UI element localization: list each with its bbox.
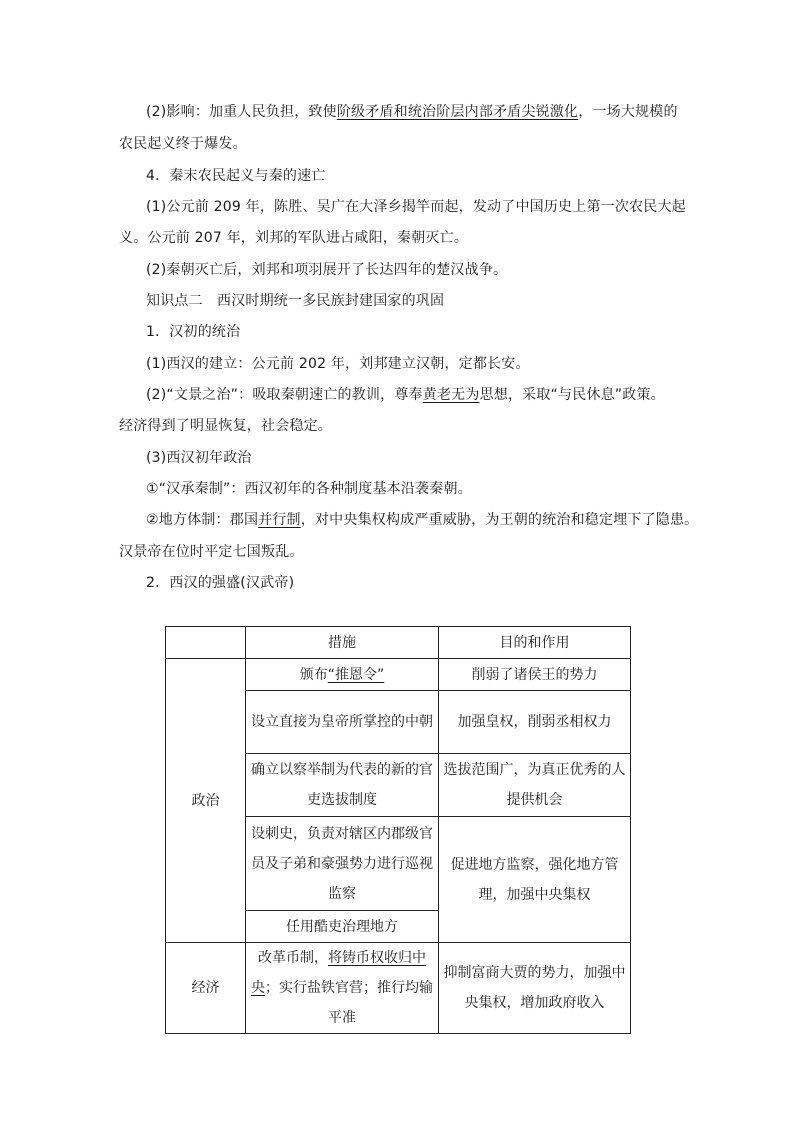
- measure-cell: 设刺史，负责对辖区内郡级官员及子弟和豪强势力进行巡视监察: [246, 817, 439, 911]
- text: ，对中央集权构成严重威胁，为王朝的统治和稳定埋下了隐患。: [300, 512, 699, 528]
- effect-cell: 加强皇权，削弱丞相权力: [439, 691, 631, 754]
- paragraph-local-system-line1: [146, 511, 698, 529]
- text: ，一场大规模的: [578, 104, 678, 120]
- section-heading-2: 2．西汉的强盛(汉武帝): [146, 575, 295, 591]
- underlined-text: “推恩令”: [327, 666, 385, 683]
- paragraph-western-han-founding: (1)西汉的建立：公元前 202 年，刘邦建立汉朝，定都长安。: [146, 356, 530, 372]
- header-cell-empty: [166, 627, 246, 659]
- paragraph-han-inherits-qin: ①“汉承秦制”：西汉初年的各种制度基本沿袭秦朝。: [146, 481, 472, 497]
- paragraph-wenjing-line2: 经济得到了明显恢复，社会稳定。: [119, 418, 332, 434]
- underlined-text: 阶级矛盾和统治阶层内部矛盾尖锐激化: [336, 104, 579, 120]
- paragraph-local-system-line2: 汉景帝在位时平定七国叛乱。: [119, 544, 304, 560]
- paragraph-chu-han-war: (2)秦朝灭亡后，刘邦和项羽展开了长达四年的楚汉战争。: [146, 262, 508, 278]
- underlined-text: 黄老无为: [422, 387, 480, 403]
- text: 颁布: [299, 666, 328, 683]
- text: 改革币制，: [258, 950, 328, 966]
- section-heading-1: 1．汉初的统治: [146, 324, 241, 340]
- text: 思想，采取“与民休息”政策。: [479, 387, 665, 403]
- table-row: [166, 659, 631, 691]
- effect-cell: 选拔范围广，为真正优秀的人提供机会: [439, 754, 631, 817]
- measure-cell: 任用酷吏治理地方: [246, 911, 439, 943]
- text: ②地方体制：郡国: [146, 512, 259, 528]
- underlined-text: 将铸币权收归中央: [251, 950, 426, 996]
- category-cell-economy: 经济: [166, 943, 246, 1034]
- table-header-row: [166, 627, 631, 659]
- effect-cell: 削弱了诸侯王的势力: [439, 659, 631, 691]
- effect-cell: 抑制富商大贾的势力，加强中央集权，增加政府收入: [439, 943, 631, 1034]
- paragraph-early-han-politics: (3)西汉初年政治: [146, 450, 252, 466]
- effect-cell: 促进地方监察，强化地方管理，加强中央集权: [439, 817, 631, 943]
- text: (2)影响：加重人民负担，致使: [146, 104, 337, 120]
- text: (2)“文景之治”：吸取秦朝速亡的教训，尊奉: [146, 387, 423, 403]
- measure-cell: [246, 943, 439, 1034]
- header-cell-measures: 措施: [246, 627, 439, 659]
- underlined-text: 并行制: [258, 512, 301, 528]
- measure-cell: 设立直接为皇帝所掌控的中朝: [246, 691, 439, 754]
- measure-cell: [246, 659, 439, 691]
- category-cell-politics: 政治: [166, 659, 246, 943]
- table-row: [166, 943, 631, 1034]
- han-wudi-measures-table: [165, 626, 631, 1034]
- paragraph-influence-line1: [146, 103, 678, 121]
- paragraph-uprising-line1: (1)公元前 209 年，陈胜、吴广在大泽乡揭竿而起，发动了中国历史上第一次农民大起: [146, 199, 686, 215]
- knowledge-point-two-heading: 知识点二 西汉时期统一多民族封建国家的巩固: [146, 293, 445, 309]
- text: ；实行盐铁官营；推行均输平准: [265, 980, 433, 1026]
- paragraph-influence-line2: 农民起义终于爆发。: [119, 136, 247, 152]
- header-cell-purpose: 目的和作用: [439, 627, 631, 659]
- paragraph-wenjing-line1: [146, 386, 665, 404]
- measure-cell: 确立以察举制为代表的新的官吏选拔制度: [246, 754, 439, 817]
- paragraph-uprising-line2: 义。公元前 207 年，刘邦的军队进占咸阳，秦朝灭亡。: [119, 230, 469, 246]
- section-heading-4: 4．秦末农民起义与秦的速亡: [146, 168, 326, 184]
